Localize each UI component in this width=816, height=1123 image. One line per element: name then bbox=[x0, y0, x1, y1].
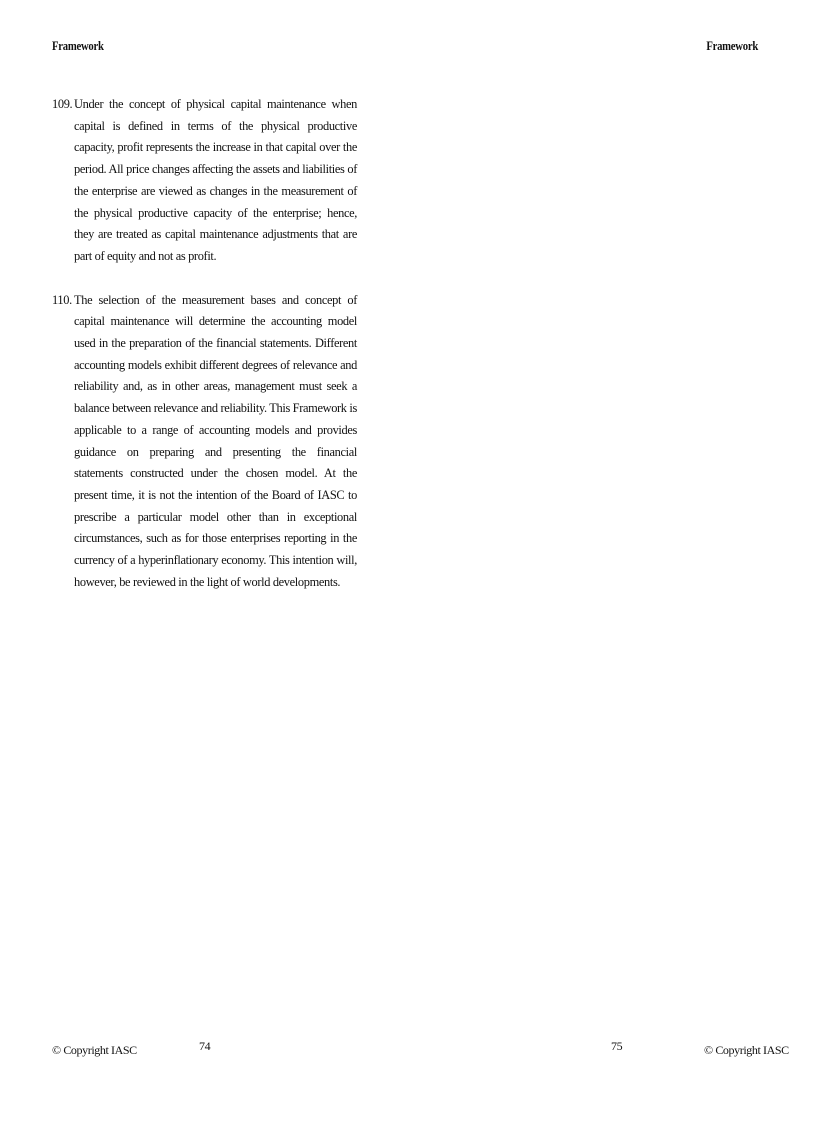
copyright-left: © Copyright IASC bbox=[52, 1043, 137, 1057]
paragraph-109 bbox=[52, 94, 357, 268]
paragraph-number: 109. bbox=[52, 97, 73, 111]
paragraph-text: Under the concept of physical capital maintenance when capital is defined in terms of the physical productive capacity, profit represents the increase in that capital over the period. All price changes affecting the assets and liabilities of the enterprise are viewed as changes in the measurement of the physical productive capacity of the enterprise; hence, they are treated as capital maintenance adjustments that are part of equity and not as profit. bbox=[74, 97, 357, 263]
page-number-right: 75 bbox=[611, 1039, 623, 1053]
running-header-right: Framework bbox=[706, 38, 758, 53]
paragraph-110 bbox=[52, 290, 357, 594]
copyright-right: © Copyright IASC bbox=[704, 1043, 789, 1057]
paragraph-text: The selection of the measurement bases and concept of capital maintenance will determine the accounting model used in the preparation of the financial statements. Different accounting models exhibit different degrees of relevance and reliability and, as in other areas, management must seek a balance between relevance and reliability. This Framework is applicable to a range of accounting models and provides guidance on preparing and presenting the financial statements constructed under the chosen model. At the present time, it is not the intention of the Board of IASC to prescribe a particular model other than in exceptional circumstances, such as for those enterprises reporting in the currency of a hyperinflationary economy. This intention will, however, be reviewed in the light of world developments. bbox=[74, 292, 357, 589]
running-header-left: Framework bbox=[52, 38, 104, 53]
paragraph-number: 110. bbox=[52, 292, 72, 307]
text-column bbox=[52, 94, 357, 615]
page-number-left: 74 bbox=[199, 1039, 211, 1053]
